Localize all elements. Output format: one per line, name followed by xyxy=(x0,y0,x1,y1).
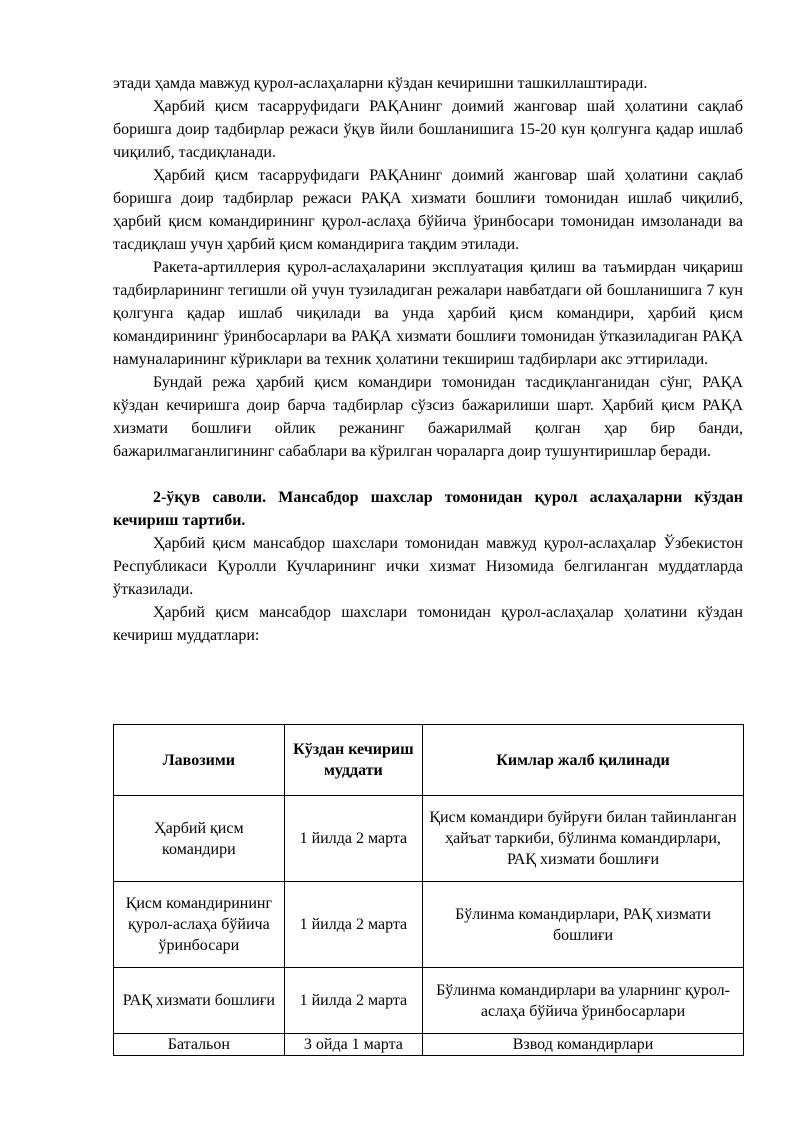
cell-position: РАҚ хизмати бошлиғи xyxy=(114,968,285,1034)
paragraph: Бундай режа ҳарбий қисм командири томонидан тасдиқланганидан сўнг, РАҚА кўздан кечиришга доир барча тадбирлар сўзсиз бажарилиши шарт. Ҳарбий қисм РАҚА хизмати бошлиғи ойлик режанинг бажарилмай қолган ҳар бир банди, бажарилмаганлигининг сабаблари ва кўрилган чораларга доир тушунтиришлар беради. xyxy=(113,374,743,460)
paragraph: Ҳарбий қисм мансабдор шахслари томонидан мавжуд қурол-аслаҳалар Ўзбекистон Республикаси Қуролли Кучларининг ички хизмат Низомида белгиланган муддатларда ўтказилади. xyxy=(113,535,743,598)
cell-participants: Бўлинма командирлари, РАҚ хизмати бошлиғи xyxy=(423,882,744,968)
section-heading: 2-ўқув саволи. Мансабдор шахслар томонидан қурол аслаҳаларни кўздан кечириш тартиби. xyxy=(113,489,743,529)
inspection-schedule-table xyxy=(113,724,744,1056)
cell-participants: Взвод командирлари xyxy=(423,1034,744,1056)
cell-position: Қисм командирининг қурол-аслаҳа бўйича ўринбосари xyxy=(114,882,285,968)
document-page xyxy=(113,72,743,647)
table-header-row xyxy=(114,725,744,796)
paragraph: Ҳарбий қисм мансабдор шахслари томонидан қурол-аслаҳалар ҳолатини кўздан кечириш муддатлари: xyxy=(113,604,743,644)
cell-participants: Бўлинма командирлари ва уларнинг қурол-аслаҳа бўйича ўринбосарлари xyxy=(423,968,744,1034)
header-position: Лавозими xyxy=(114,725,285,796)
cell-period: 1 йилда 2 марта xyxy=(284,796,422,882)
table-row xyxy=(114,796,744,882)
header-participants: Кимлар жалб қилинади xyxy=(423,725,744,796)
cell-period: 1 йилда 2 марта xyxy=(284,882,422,968)
cell-participants: Қисм командири буйруғи билан тайинланган ҳайъат таркиби, бўлинма командирлари, РАҚ хизмати бошлиғи xyxy=(423,796,744,882)
table-row xyxy=(114,882,744,968)
cell-period: 3 ойда 1 марта xyxy=(284,1034,422,1056)
paragraph-continuation: этади ҳамда мавжуд қурол-аслаҳаларни кўздан кечиришни ташкиллаштиради. xyxy=(113,75,648,92)
cell-position: Батальон xyxy=(114,1034,285,1056)
header-inspection-period: Кўздан кечириш муддати xyxy=(284,725,422,796)
table-row xyxy=(114,1034,744,1056)
paragraph: Ҳарбий қисм тасарруфидаги РАҚАнинг доимий жанговар шай ҳолатини сақлаб боришга доир тадбирлар режаси ўқув йили бошланишига 15-20 кун қолгунга қадар ишлаб чиқилиб, тасдиқланади. xyxy=(113,98,743,161)
paragraph: Ҳарбий қисм тасарруфидаги РАҚАнинг доимий жанговар шай ҳолатини сақлаб боришга доир тадбирлар режаси РАҚА хизмати бошлиғи томонидан ишлаб чиқилиб, ҳарбий қисм командирининг қурол-аслаҳа бўйича ўринбосари томонидан имзоланади ва тасдиқлаш учун ҳарбий қисм командирига тақдим этилади. xyxy=(113,167,743,253)
cell-period: 1 йилда 2 марта xyxy=(284,968,422,1034)
paragraph: Ракета-артиллерия қурол-аслаҳаларини эксплуатация қилиш ва таъмирдан чиқариш тадбирларининг тегишли ой учун тузиладиган режалари навбатдаги ой бошланишига 7 кун қолгунга қадар ишлаб чиқилади ва унда ҳарбий қисм командири, ҳарбий қисм командирининг ўринбосарлари ва РАҚА хизмати бошлиғи томонидан ўтказиладиган РАҚА намуналарининг кўриклари ва техник ҳолатини текшириш тадбирлари акс эттирилади. xyxy=(113,259,743,368)
table-row xyxy=(114,968,744,1034)
cell-position: Ҳарбий қисм командири xyxy=(114,796,285,882)
